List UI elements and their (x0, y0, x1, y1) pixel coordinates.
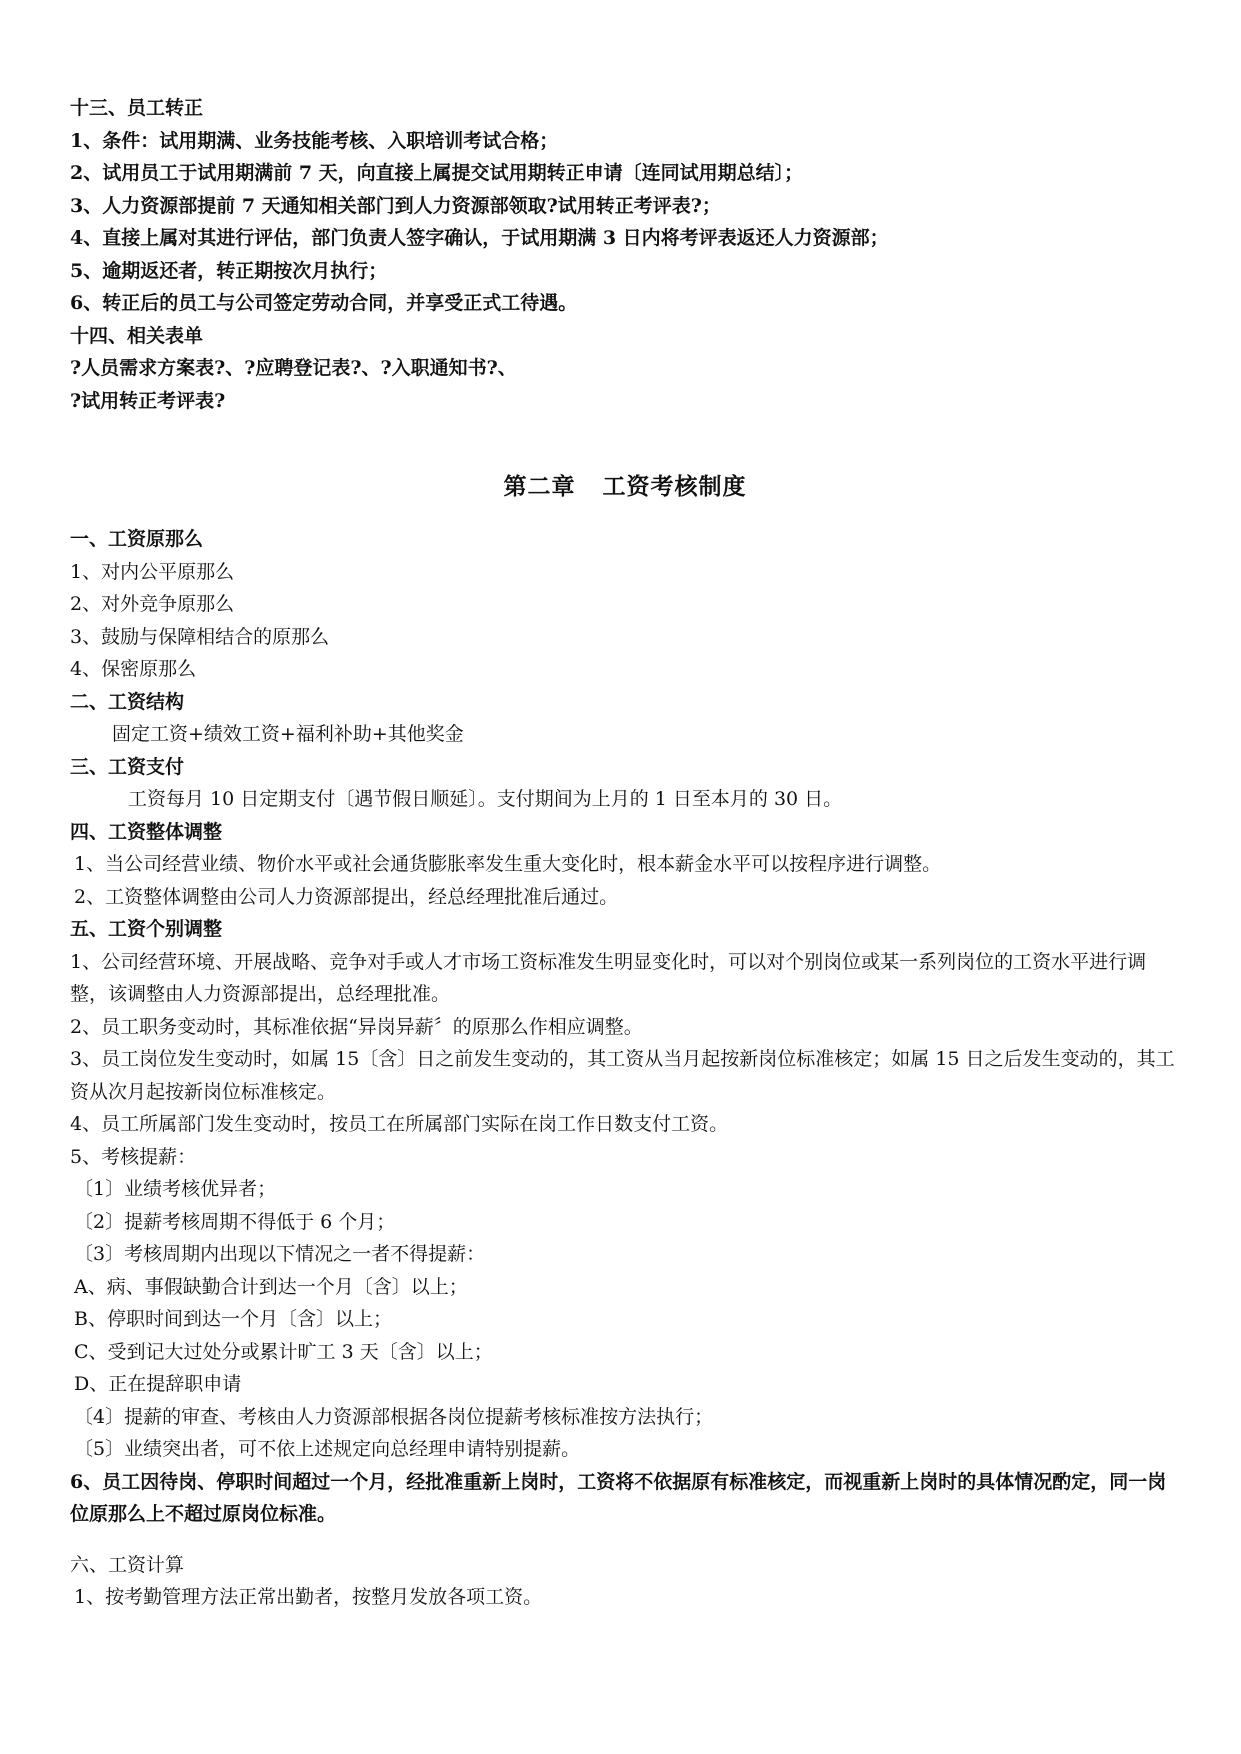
salary-calculation-heading: 六、工资计算 (70, 1553, 185, 1576)
salary-structure-heading: 二、工资结构 (70, 690, 185, 713)
individual-adjustment-p1: 1、公司经营环境、开展战略、竞争对手或人才市场工资标准发生明显变化时，可以对个别岗位或某一系列岗位的工资水平进行调整，该调整由人力资源部提出，总经理批准。 (70, 950, 1147, 1005)
section-13-item-4: 4、直接上属对其进行评估，部门负责人签字确认，于试用期满 3 日内将考评表返还人力资源部； (70, 227, 889, 249)
salary-principles-heading: 一、工资原那么 (70, 528, 204, 550)
section-13-item-6: 6、转正后的员工与公司签定劳动合同，并享受正式工待遇。 (70, 292, 578, 314)
overall-adjustment-item-2: 2、工资整体调整由公司人力资源部提出，经总经理批准后通过。 (74, 885, 619, 908)
salary-principle-3: 3、鼓励与保障相结合的原那么 (70, 625, 330, 648)
raise-condition-1: 〔1〕业绩考核优异者； (74, 1178, 277, 1200)
chapter-title: 第二章 工资考核制度 (503, 473, 747, 500)
section-13-heading: 十三、员工转正 (70, 97, 204, 119)
salary-principle-4: 4、保密原那么 (70, 658, 197, 680)
raise-condition-4: 〔4〕提薪的审查、考核由人力资源部根据各岗位提薪考核标准按方法执行； (74, 1405, 714, 1428)
overall-adjustment-heading: 四、工资整体调整 (70, 820, 223, 843)
individual-adjustment-p4: 4、员工所属部门发生变动时，按员工在所属部门实际在岗工作日数支付工资。 (70, 1113, 729, 1135)
raise-exclusion-d: D、正在提辞职申请 (74, 1373, 242, 1395)
section-14-forms-line-1: ?人员需求方案表?、?应聘登记表?、?入职通知书?、 (70, 357, 517, 379)
salary-structure-text: 固定工资+绩效工资+福利补助+其他奖金 (112, 723, 464, 745)
salary-calculation-item-1: 1、按考勤管理方法正常出勤者，按整月发放各项工资。 (74, 1586, 543, 1608)
individual-adjustment-p6: 6、员工因待岗、停职时间超过一个月，经批准重新上岗时，工资将不依据原有标准核定，而视重新上岗时的具体情况酌定，同一岗位原那么上不超过原岗位标准。 (70, 1470, 1167, 1525)
section-13-item-5: 5、逾期返还者，转正期按次月执行； (70, 259, 388, 282)
document-page (70, 92, 1180, 1614)
raise-condition-2: 〔2〕提薪考核周期不得低于 6 个月； (74, 1210, 396, 1233)
individual-adjustment-p2: 2、员工职务变动时，其标准依据“异岗异薪〞的原那么作相应调整。 (70, 1015, 643, 1038)
salary-payment-heading: 三、工资支付 (70, 755, 185, 778)
section-13-item-2: 2、试用员工于试用期满前 7 天，向直接上属提交试用期转正申请〔连同试用期总结〕； (70, 162, 804, 184)
salary-principle-2: 2、对外竞争原那么 (70, 593, 235, 615)
section-14-forms-line-2: ?试用转正考评表? (70, 389, 226, 412)
salary-principle-1: 1、对内公平原那么 (70, 560, 235, 583)
salary-payment-text: 工资每月 10 日定期支付〔遇节假日顺延〕。支付期间为上月的 1 日至本月的 30 日。 (128, 788, 843, 810)
raise-condition-3: 〔3〕考核周期内出现以下情况之一者不得提薪： (74, 1243, 486, 1265)
section-13-item-3: 3、人力资源部提前 7 天通知相关部门到人力资源部领取?试用转正考评表?； (70, 194, 721, 217)
section-13-item-1: 1、条件：试用期满、业务技能考核、入职培训考试合格； (70, 129, 559, 152)
raise-exclusion-c: C、受到记大过处分或累计旷工 3 天〔含〕以上； (74, 1340, 493, 1363)
raise-exclusion-a: A、病、事假缺勤合计到达一个月〔含〕以上； (74, 1275, 468, 1298)
raise-condition-5: 〔5〕业绩突出者，可不依上述规定向总经理申请特别提薪。 (74, 1438, 581, 1460)
individual-adjustment-heading: 五、工资个别调整 (70, 918, 223, 940)
raise-exclusion-b: B、停职时间到达一个月〔含〕以上； (74, 1308, 392, 1330)
spacer (70, 1531, 1180, 1549)
individual-adjustment-p3: 3、员工岗位发生变动时，如属 15〔含〕日之前发生变动的，其工资从当月起按新岗位标准核定；如属 15 日之后发生变动的，其工资从次月起按新岗位标准核定。 (70, 1048, 1175, 1103)
individual-adjustment-p5: 5、考核提薪： (70, 1145, 197, 1168)
overall-adjustment-item-1: 1、当公司经营业绩、物价水平或社会通货膨胀率发生重大变化时，根本薪金水平可以按程序进行调整。 (74, 853, 942, 875)
section-14-heading: 十四、相关表单 (70, 324, 204, 347)
